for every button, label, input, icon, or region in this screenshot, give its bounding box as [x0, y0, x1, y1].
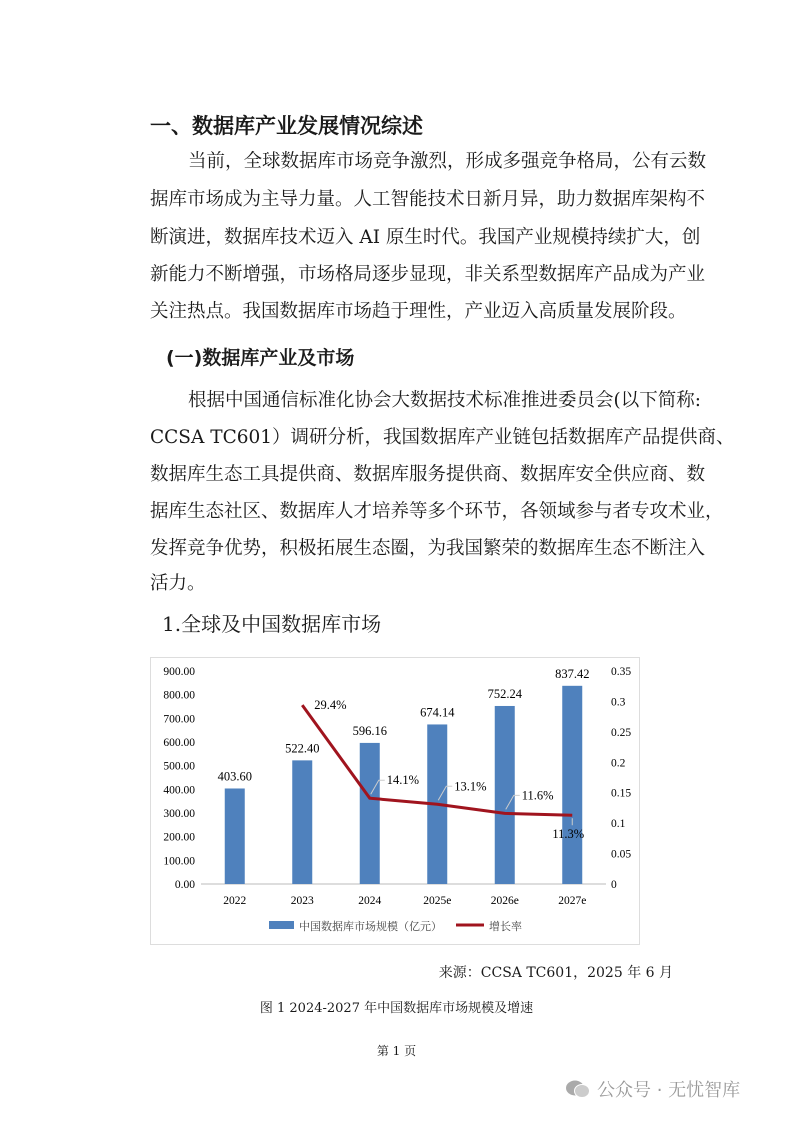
bar-label: 403.60 [217, 769, 252, 784]
bar-label: 674.14 [420, 705, 455, 720]
legend-bar-label: 中国数据库市场规模（亿元） [299, 921, 442, 933]
y-tick-label: 200.00 [163, 831, 195, 844]
subsection-heading: (一)数据库产业及市场 [166, 347, 355, 369]
bar-label: 522.40 [285, 741, 320, 756]
text-line: 发挥竞争优势，积极拓展生态圈，为我国繁荣的数据库生态不断注入 [150, 538, 706, 559]
y-tick-label: 800.00 [163, 689, 195, 702]
y-tick-label: 400.00 [163, 784, 195, 797]
y-tick-label: 900.00 [163, 666, 195, 678]
watermark: 公众号 · 无忧智库 [565, 1076, 740, 1102]
text-line: 据库市场成为主导力量。人工智能技术日新月异，助力数据库架构不 [150, 189, 706, 210]
bar-label: 596.16 [352, 723, 387, 738]
bar [562, 686, 582, 884]
y-tick-label: 500.00 [163, 760, 195, 773]
x-tick-label: 2023 [290, 895, 314, 907]
growth-label: 13.1% [454, 779, 487, 794]
y2-tick-label: 0.15 [611, 787, 632, 800]
growth-label: 11.6% [521, 788, 554, 803]
y2-tick-label: 0.1 [611, 818, 626, 831]
y-tick-label: 0.00 [174, 879, 195, 891]
bar [360, 743, 380, 884]
chart-svg [151, 658, 639, 944]
text-line: 根据中国通信标准化协会大数据技术标准推进委员会(以下简称: [188, 390, 701, 411]
section-heading: 一、数据库产业发展情况综述 [150, 114, 423, 138]
growth-label: 29.4% [314, 698, 347, 713]
y-tick-label: 600.00 [163, 737, 195, 749]
figure-caption: 图 1 2024-2027 年中国数据库市场规模及增速 [259, 1001, 534, 1016]
y-tick-label: 700.00 [163, 713, 195, 726]
wechat-icon [565, 1078, 591, 1100]
text-line: 关注热点。我国数据库市场趋于理性，产业迈入高质量发展阶段。 [150, 301, 687, 322]
subsubsection-heading: 1.全球及中国数据库市场 [162, 612, 382, 636]
legend-line-label: 增长率 [489, 921, 522, 933]
bar-label: 752.24 [487, 686, 522, 701]
y2-tick-label: 0.3 [611, 696, 626, 709]
text-line: 新能力不断增强，市场格局逐步显现，非关系型数据库产品成为产业 [150, 264, 706, 285]
x-tick-label: 2024 [358, 895, 382, 907]
y2-tick-label: 0.05 [611, 848, 632, 861]
text-line: CCSA TC601）调研分析，我国数据库产业链包括数据库产品提供商、 [150, 427, 735, 448]
y2-tick-label: 0 [611, 879, 617, 891]
y2-tick-label: 0.35 [611, 666, 632, 678]
y2-tick-label: 0.2 [611, 757, 626, 770]
market-chart [150, 657, 640, 945]
bar [292, 760, 312, 884]
x-tick-label: 2025e [423, 895, 452, 907]
text-line: 断演进，数据库技术迈入 AI 原生时代。我国产业规模持续扩大，创 [150, 227, 701, 248]
bar [225, 788, 245, 884]
y-tick-label: 100.00 [163, 855, 195, 868]
y-tick-label: 300.00 [163, 808, 195, 820]
text-line: 活力。 [150, 573, 206, 594]
x-tick-label: 2026e [490, 895, 519, 907]
growth-label: 11.3% [552, 827, 585, 842]
page-number: 第 1 页 [376, 1044, 417, 1058]
growth-label: 14.1% [386, 773, 420, 788]
text-line: 据库生态社区、数据库人才培养等多个环节，各领域参与者专攻术业， [150, 501, 724, 522]
y2-tick-label: 0.25 [611, 726, 632, 739]
x-tick-label: 2022 [223, 895, 247, 907]
bar-label: 837.42 [555, 666, 590, 681]
text-line: 当前，全球数据库市场竞争激烈，形成多强竞争格局，公有云数 [188, 151, 707, 172]
legend-bar-swatch [269, 921, 294, 929]
x-tick-label: 2027e [558, 895, 587, 907]
bar [495, 706, 515, 884]
source-note: 来源：CCSA TC601，2025 年 6 月 [438, 965, 673, 981]
text-line: 数据库生态工具提供商、数据库服务提供商、数据库安全供应商、数 [150, 464, 706, 485]
